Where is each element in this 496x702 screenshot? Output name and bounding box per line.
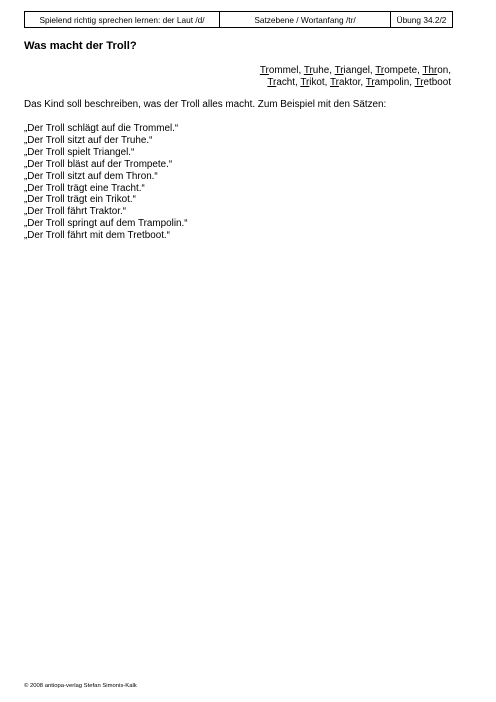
header-exercise-number: Übung 34.2/2 [396, 14, 447, 25]
header-table [24, 11, 453, 28]
word-item: Truhe, [303, 65, 335, 76]
header-level: Satzebene / Wortanfang /tr/ [220, 12, 391, 27]
copyright-footer: © 2008 antiopa-verlag Stefan Simonis-Kalk [24, 683, 137, 689]
sentence-list [24, 123, 188, 242]
sentence: „Der Troll schlägt auf die Trommel.“ [24, 123, 179, 134]
sentence: „Der Troll sitzt auf der Truhe.“ [24, 134, 153, 146]
word-item: Thron, [422, 65, 451, 76]
word-item: Trommel, [259, 65, 304, 76]
word-list [260, 65, 451, 90]
sentence: „Der Troll springt auf dem Trampolin.“ [24, 218, 188, 230]
word-list-line-2 [260, 77, 451, 89]
page-title: Was macht der Troll? [24, 40, 137, 52]
sentence: „Der Troll spielt Triangel.“ [24, 146, 135, 158]
word-item: Tracht, [267, 77, 301, 89]
word-item: Tretboot [414, 77, 451, 89]
header-book-title: Spielend richtig sprechen lernen: der Laut /d/ [25, 12, 220, 27]
sentence: „Der Troll trägt ein Trikot.“ [24, 194, 136, 206]
sentence: „Der Troll fährt mit dem Tretboot.“ [24, 230, 170, 242]
word-list-line-1 [260, 65, 451, 77]
intro-text: Das Kind soll beschreiben, was der Troll alles macht. Zum Beispiel mit den Sätzen: [24, 99, 387, 110]
sentence: „Der Troll trägt eine Tracht.“ [24, 182, 145, 194]
sentence: „Der Troll bläst auf der Trompete.“ [24, 158, 173, 170]
sentence: „Der Troll sitzt auf dem Thron.“ [24, 170, 158, 182]
word-item: Trampolin, [365, 77, 415, 89]
sentence: „Der Troll fährt Traktor.“ [24, 206, 127, 218]
word-item: Traktor, [329, 77, 366, 89]
word-item: Trikot, [300, 77, 330, 89]
word-item: Triangel, [334, 65, 376, 76]
word-item: Trompete, [375, 65, 423, 76]
